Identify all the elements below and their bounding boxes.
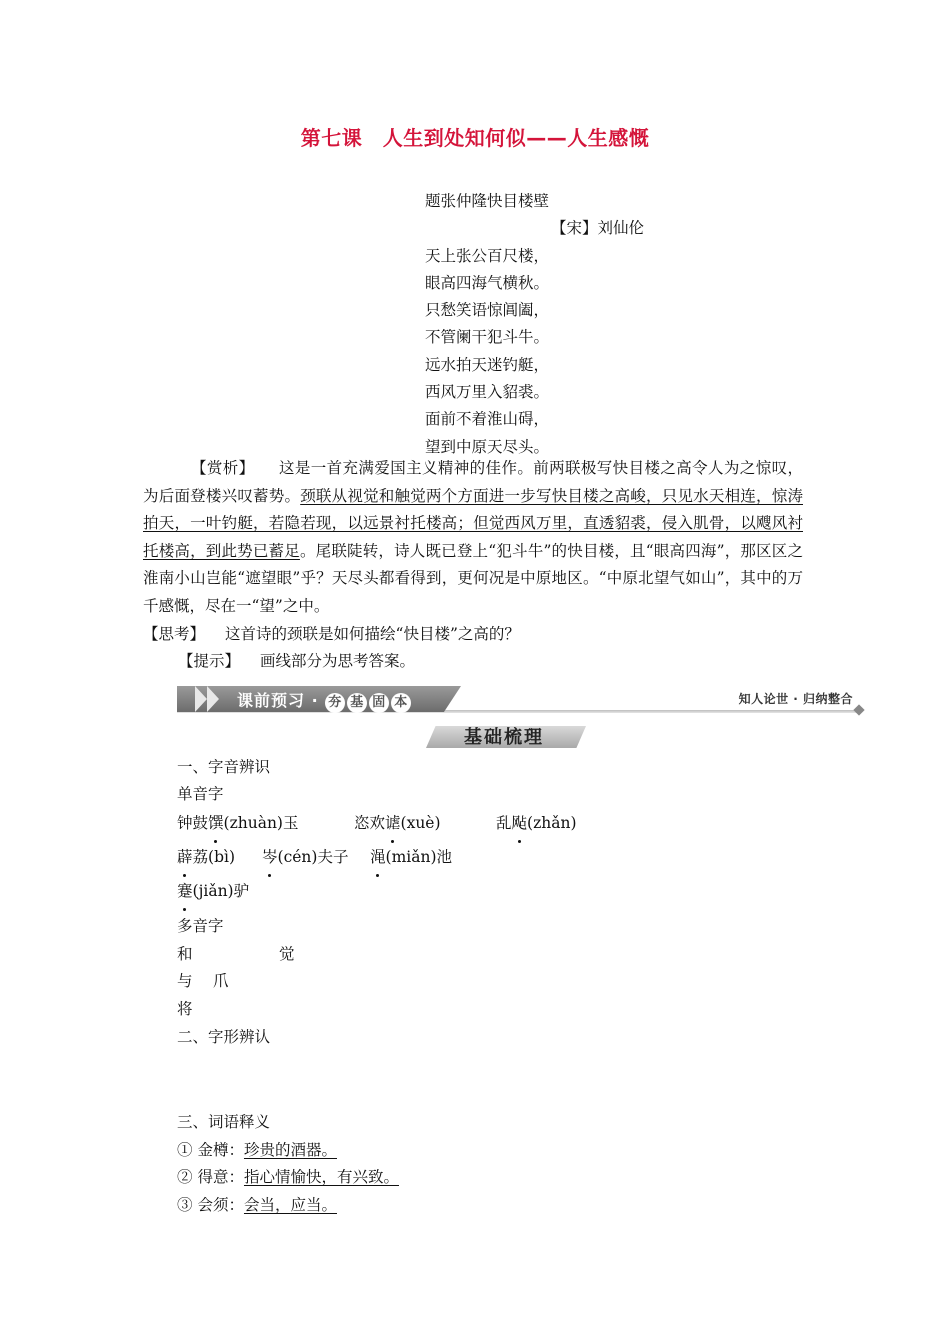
pinyin-pre: 钟鼓 (177, 814, 209, 832)
pinyin-row (370, 844, 452, 871)
poem (425, 188, 644, 461)
poem-title: 题张仲隆快目楼壁 (425, 192, 550, 210)
multi-char: 觉 (279, 945, 295, 963)
poem-author: 【宋】刘仙伦 (551, 219, 645, 238)
pinyin-char: 飐 (512, 810, 528, 837)
pinyin-row (262, 844, 348, 871)
pinyin-item (177, 848, 235, 866)
pinyin-item (177, 882, 249, 900)
pinyin-reading: (cén) (277, 848, 318, 866)
pinyin-char: 薜 (177, 844, 193, 871)
glossary-item (177, 1164, 399, 1192)
poem-line: 天上张公百尺楼， (425, 246, 550, 265)
poem-line: 眼高四海气横秋。 (425, 273, 550, 292)
pinyin-reading: (miǎn) (385, 848, 437, 866)
banner-title-prefix: 课前预习 · (237, 691, 319, 710)
pinyin-char: 渑 (370, 844, 386, 871)
multi-sound-label: 多音字 (177, 917, 224, 935)
diamond-icon (853, 704, 864, 715)
banner-right-text: 知人论世 · 归纳整合 (738, 692, 853, 706)
pinyin-row (496, 810, 577, 837)
think-label: 【思考】 (143, 625, 206, 643)
pinyin-char: 谑 (385, 810, 401, 837)
sub-banner-title: 基础梳理 (464, 727, 544, 748)
appreciation-text-before: 这是一首充满爱国主义精神的佳作。前两联极写快目楼之高令人为之惊叹，为后面登楼兴叹蓄势。 (143, 459, 803, 505)
pinyin-item (370, 848, 452, 866)
chevron-right-icon (207, 686, 219, 712)
pinyin-post: 玉 (282, 814, 299, 832)
pinyin-pre: 恣欢 (354, 814, 386, 832)
pinyin-char: 蹇 (177, 878, 193, 905)
glossary-term: 金樽： (197, 1140, 244, 1159)
sub-banner (418, 722, 590, 750)
appreciation-underlined-answer: 颈联从视觉和触觉两个方面进一步写快目楼之高峻，只见水天相连，惊涛拍天，一叶钓艇，若隐若现，以远景衬托楼高；但觉西风万里，直透貂裘，侵入肌骨，以飕风衬托楼高，到此势已蓄足 (143, 486, 803, 560)
glossary (177, 1109, 399, 1219)
appreciation-text-after: 。尾联陡转，诗人既已登上“犯斗牛”的快目楼，且“眼高四海”，那区区之淮南小山岂能“遮望眼”乎？天尽头都看得到，更何况是中原地区。“中原北望气如山”，其中的万千感慨，尽在一“望”之中。 (143, 541, 803, 615)
pinyin-char: 岑 (262, 844, 278, 871)
pinyin-item (496, 814, 577, 832)
multi-char: 和 (177, 945, 193, 963)
pinyin-row (177, 878, 249, 905)
appreciation-paragraph (143, 455, 803, 620)
multi-char: 将 (177, 1000, 193, 1018)
glossary-num: ② (177, 1168, 193, 1186)
section2-heading: 二、字形辨认 (177, 1028, 271, 1046)
glossary-num: ③ (177, 1195, 193, 1214)
pinyin-reading: (jiǎn) (192, 882, 234, 900)
lesson-title: 第七课 人生到处知何似——人生感慨 (300, 126, 650, 150)
pinyin-item (177, 814, 299, 832)
pinyin-reading: (bì) (208, 848, 236, 866)
poem-line: 望到中原天尽头。 (425, 437, 550, 456)
pinyin-post: 池 (436, 848, 453, 866)
banner-badge: 夯 (325, 693, 345, 713)
glossary-def: 会当，应当。 (243, 1195, 337, 1214)
hint-line (178, 648, 838, 676)
glossary-num: ① (177, 1140, 193, 1159)
banner-badge: 固 (369, 693, 389, 713)
banner-badge: 基 (347, 693, 367, 713)
glossary-def: 珍贵的酒器。 (243, 1140, 337, 1159)
pinyin-row (177, 810, 299, 837)
pinyin-post: 荔 (192, 848, 209, 866)
think-line (143, 621, 803, 649)
multi-char: 爪 (213, 972, 229, 990)
pinyin-char: 馔 (208, 810, 224, 837)
pinyin-row (177, 844, 235, 871)
section1-heading: 一、字音辨识 (177, 758, 271, 776)
chevron-right-icon (195, 686, 207, 712)
banner-title (237, 688, 413, 713)
pinyin-pre: 乱 (496, 814, 512, 832)
hint-text: 画线部分为思考答案。 (260, 652, 416, 670)
pinyin-reading: (xuè) (400, 814, 441, 832)
glossary-item (177, 1137, 399, 1165)
hint-label: 【提示】 (178, 652, 241, 670)
think-text: 这首诗的颈联是如何描绘“快目楼”之高的？ (225, 625, 520, 643)
glossary-term: 得意： (197, 1168, 244, 1186)
pinyin-row (354, 810, 441, 837)
pinyin-post: 夫子 (317, 848, 349, 866)
pinyin-item (354, 814, 441, 832)
pinyin-post: 驴 (233, 882, 250, 900)
pinyin-reading: (zhǎn) (527, 814, 577, 832)
single-sound-label: 单音字 (177, 785, 224, 803)
glossary-term: 会须： (197, 1195, 244, 1214)
section3-heading: 三、词语释义 (177, 1113, 271, 1131)
poem-line: 只愁笑语惊阊阖， (425, 301, 550, 320)
poem-line: 不管阑干犯斗牛。 (425, 328, 550, 347)
appreciation-label: 【赏析】 (191, 459, 255, 477)
banner-badge: 本 (391, 693, 411, 713)
poem-line: 面前不着淮山碍， (425, 410, 550, 429)
poem-line: 远水拍天迷钓艇， (425, 355, 550, 374)
multi-char: 与 (177, 972, 193, 990)
section-banner (177, 686, 867, 716)
pinyin-item (262, 848, 348, 866)
glossary-item (177, 1192, 399, 1220)
glossary-def: 指心情愉快，有兴致。 (243, 1168, 399, 1186)
poem-line: 西风万里入貂裘。 (425, 383, 550, 402)
pinyin-reading: (zhuàn) (223, 814, 283, 832)
